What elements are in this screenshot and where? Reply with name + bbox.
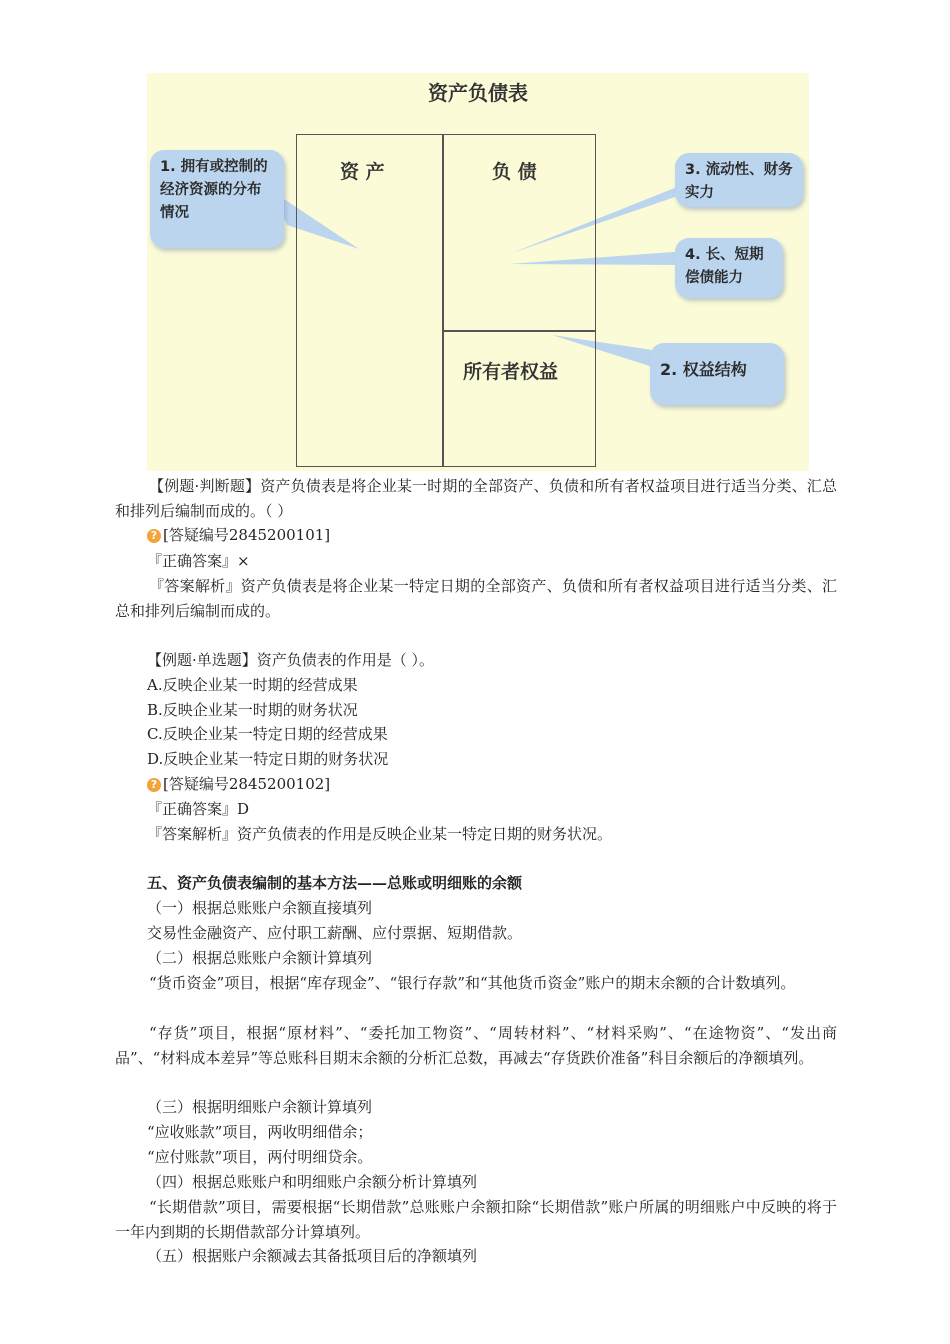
liabilities-label: 负 债: [492, 161, 537, 183]
balance-sheet-figure: [147, 73, 809, 471]
s3-line2: “应付账款”项目，两付明细贷余。: [147, 1148, 373, 1166]
question-icon[interactable]: ?: [147, 529, 161, 543]
callout-4: 4. 长、短期偿债能力: [675, 238, 783, 298]
s5-title: （五）根据账户余额减去其备抵项目后的净额填列: [147, 1247, 478, 1265]
q1-answer: 『正确答案』×: [147, 552, 250, 570]
s4-title: （四）根据总账账户和明细账户余额分析计算填列: [147, 1173, 478, 1191]
callout-1: 1. 拥有或控制的经济资源的分布情况: [150, 150, 284, 248]
q1-stem: 【例题·判断题】资产负债表是将企业某一时期的全部资产、负债和所有者权益项目进行适当分类、汇总和排列后编制而成的。（ ）: [115, 477, 837, 520]
q1-ref-line[interactable]: [147, 523, 330, 548]
q2-option-d: D.反映企业某一特定日期的财务状况: [147, 750, 389, 768]
section5-heading: 五、资产负债表编制的基本方法——总账或明细账的余额: [147, 874, 523, 892]
equity-label: 所有者权益: [463, 361, 559, 383]
q2-ref-line[interactable]: [147, 772, 330, 797]
assets-label: 资 产: [340, 161, 385, 183]
q2-option-a: A.反映企业某一时期的经营成果: [147, 676, 358, 694]
s1-text: 交易性金融资产、应付职工薪酬、应付票据、短期借款。: [147, 924, 523, 942]
equity-box: [442, 330, 596, 467]
q2-analysis: 『答案解析』资产负债表的作用是反映企业某一特定日期的财务状况。: [147, 825, 613, 843]
q2-ref: [答疑编号2845200102]: [163, 775, 331, 793]
callout-2: 2. 权益结构: [650, 343, 784, 405]
q2-option-c: C.反映企业某一特定日期的经营成果: [147, 725, 388, 743]
q2-answer: 『正确答案』D: [147, 800, 250, 818]
q2-stem: 【例题·单选题】资产负债表的作用是（ ）。: [147, 651, 435, 669]
q1-analysis: 『答案解析』资产负债表是将企业某一特定日期的全部资产、负债和所有者权益项目进行适当分类、汇总和排列后编制而成的。: [115, 577, 837, 620]
s1-title: （一）根据总账账户余额直接填列: [147, 899, 373, 917]
s4-p1: “长期借款”项目，需要根据“长期借款”总账账户余额扣除“长期借款”账户所属的明细账户中反映的将于一年内到期的长期借款部分计算填列。: [115, 1198, 837, 1241]
figure-title: 资产负债表: [428, 81, 528, 105]
s3-line1: “应收账款”项目，两收明细借余；: [147, 1123, 373, 1141]
callout-3: 3. 流动性、财务实力: [675, 153, 803, 207]
s2-p2: “存货”项目，根据“原材料”、“委托加工物资”、“周转材料”、“材料采购”、“在途物资”、“发出商品”、“材料成本差异”等总账科目期末余额的分析汇总数，再减去“存货跌价准备”科目余额后的净额填列。: [115, 1024, 837, 1067]
question-icon[interactable]: ?: [147, 778, 161, 792]
s3-title: （三）根据明细账户余额计算填列: [147, 1098, 373, 1116]
s2-title: （二）根据总账账户余额计算填列: [147, 949, 373, 967]
q1-ref: [答疑编号2845200101]: [163, 526, 331, 544]
s2-p1: “货币资金”项目，根据“库存现金”、“银行存款”和“其他货币资金”账户的期末余额的合计数填列。: [149, 974, 796, 992]
q2-option-b: B.反映企业某一时期的财务状况: [147, 701, 358, 719]
